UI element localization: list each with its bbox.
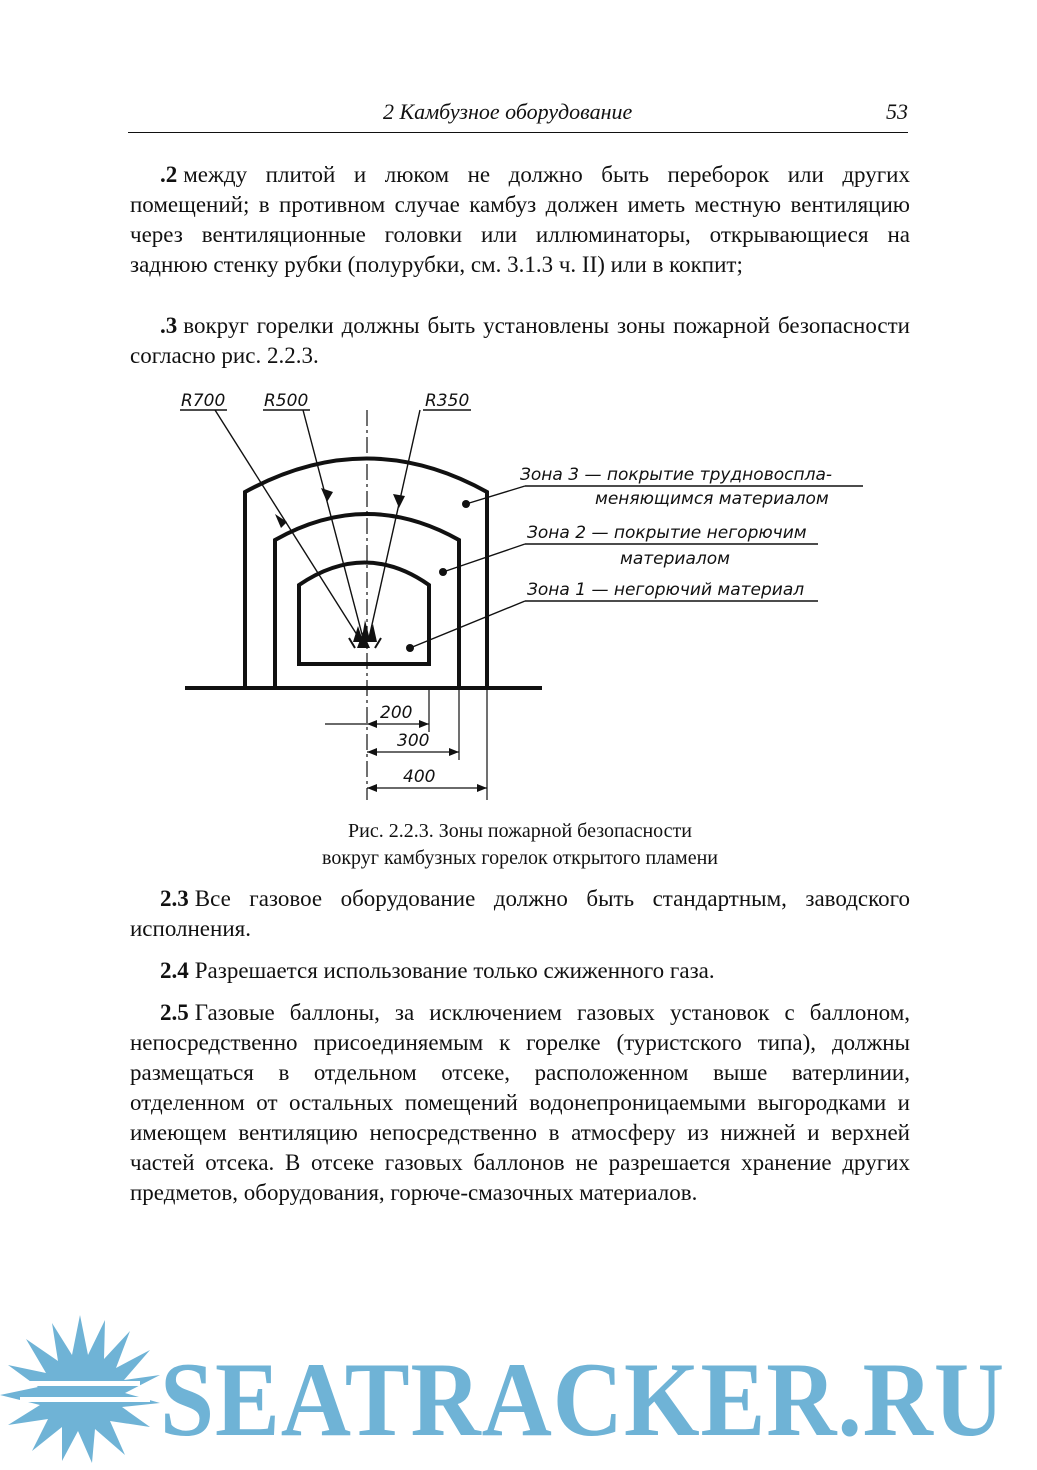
item-number: .2 xyxy=(160,162,178,187)
radius-label-r500: R500 xyxy=(264,391,309,411)
section-2-4 xyxy=(130,956,910,986)
zone2-label-line1: Зона 2 — покрытие негорючим xyxy=(527,523,807,543)
zones-diagram xyxy=(175,380,875,810)
section-number: 2.4 xyxy=(160,958,189,983)
zone3-boundary xyxy=(245,459,487,689)
section-2-5 xyxy=(130,998,910,1208)
radius-label-r700: R700 xyxy=(181,391,226,411)
paragraph-item-2 xyxy=(130,160,910,280)
arrowhead-r700 xyxy=(275,514,287,528)
zone1-label: Зона 1 — негорючий материал xyxy=(527,580,805,600)
zone2-label-line2: материалом xyxy=(620,549,730,569)
zone3-label-line2: меняющимся материалом xyxy=(595,489,829,509)
page-number: 53 xyxy=(886,99,908,124)
section-title: 2 Камбузное оборудование xyxy=(383,99,633,124)
zone2-leader xyxy=(443,544,525,572)
sun-logo-icon xyxy=(0,1315,160,1463)
fire-safety-zones-figure xyxy=(175,380,875,810)
caption-line-1: Рис. 2.2.3. Зоны пожарной безопасности xyxy=(348,820,692,842)
figure-caption xyxy=(130,818,910,872)
running-header xyxy=(128,96,908,133)
paragraph-text: вокруг горелки должны быть установлены зоны пожарной безопасности согласно рис. 2.2.3. xyxy=(130,313,910,368)
burner-flame-icon xyxy=(349,620,381,648)
section-text: Газовые баллоны, за исключением газовых установок с баллоном, непосредственно присоединяемым к горелке (туристского типа), должны размещаться в отдельном отсеке, расположенном выше ватерлинии, отделенном от остальных помещений водонепроницаемыми выгородками и имеющем вентиляцию непосредственно в атмосферу из нижней и верхней частей отсека. В отсеке газовых баллонов не разрешается хранение других предметов, оборудования, горюче-смазочных материалов. xyxy=(130,1000,910,1205)
watermark-graphic xyxy=(0,1295,1037,1465)
dim-label-200: 200 xyxy=(380,703,413,723)
dim-label-400: 400 xyxy=(403,767,436,787)
section-number: 2.5 xyxy=(160,1000,189,1025)
zone3-label-line1: Зона 3 — покрытие трудновоспла- xyxy=(520,465,832,485)
zone3-leader xyxy=(466,486,525,504)
caption-line-2: вокруг камбузных горелок открытого пламени xyxy=(322,847,718,869)
section-text: Разрешается использование только сжиженного газа. xyxy=(194,958,715,983)
dim-label-300: 300 xyxy=(397,731,430,751)
item-number: .3 xyxy=(160,313,178,338)
arrowhead-r500 xyxy=(321,488,333,502)
radius-line-r350 xyxy=(369,410,420,638)
watermark xyxy=(0,1295,1037,1465)
watermark-text: SEATRACKER.RU xyxy=(160,1341,1005,1458)
radius-label-r350: R350 xyxy=(425,391,470,411)
paragraph-item-3 xyxy=(130,311,910,371)
section-text: Все газовое оборудование должно быть стандартным, заводского исполнения. xyxy=(130,886,910,941)
arrowhead-r350 xyxy=(393,494,405,508)
section-number: 2.3 xyxy=(160,886,189,911)
section-2-3 xyxy=(130,884,910,944)
radius-line-r700 xyxy=(215,410,359,638)
paragraph-text: между плитой и люком не должно быть переборок или других помещений; в противном случае камбуз должен иметь местную вентиляцию через вентиляционные головки или иллюминаторы, открывающиеся на заднюю стенку рубки (полурубки, см. 3.1.3 ч. II) или в кокпит; xyxy=(130,162,910,277)
